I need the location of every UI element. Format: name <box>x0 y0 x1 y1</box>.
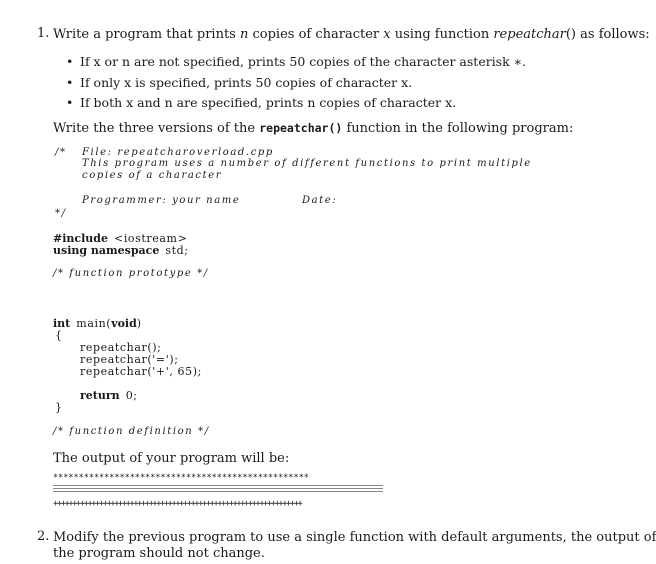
return-keyword: return <box>80 389 120 402</box>
main-name: main( <box>76 317 112 330</box>
prototype-comment: /* function prototype */ <box>53 268 209 279</box>
requirement-item: • If both x and n are specified, prints n copies of character x. <box>66 93 526 114</box>
include-arg: <iostream> <box>114 232 188 245</box>
open-brace: { <box>55 329 63 342</box>
using-line <box>53 244 189 257</box>
q1-text-pre: Write a program that prints <box>53 27 240 42</box>
definition-comment: /* function definition */ <box>53 426 210 437</box>
var-n: n <box>240 27 249 42</box>
var-x: x <box>383 27 391 42</box>
using-keyword: using namespace <box>53 244 160 257</box>
comment-close: */ <box>55 208 67 219</box>
code-desc-line-2: copies of a character <box>82 170 223 181</box>
requirement-item: • If x or n are not specified, prints 50 copies of the character asterisk ∗. <box>66 52 526 73</box>
intro-pre: Write the three versions of the <box>53 121 260 136</box>
output-equals-rule-3 <box>53 491 383 492</box>
return-value: 0; <box>125 389 138 402</box>
include-keyword: #include <box>53 232 108 245</box>
call-line-2: repeatchar('='); <box>80 353 179 366</box>
question-2-line-1: Modify the previous program to use a single function with default arguments, the output of <box>53 530 656 545</box>
question-1-text <box>53 26 650 43</box>
code-intro <box>53 121 573 136</box>
output-equals-rule-1 <box>53 485 383 486</box>
code-file-line: File: repeatcharoverload.cpp <box>82 147 274 158</box>
function-name: repeatchar <box>493 27 566 42</box>
code-date-line: Date: <box>302 195 338 206</box>
output-sample <box>53 474 383 493</box>
q1-text-mid: copies of character <box>248 27 384 42</box>
requirements-list <box>66 52 526 114</box>
int-keyword: int <box>53 317 71 330</box>
q1-text-post: () as follows: <box>565 27 650 42</box>
output-label: The output of your program will be: <box>53 451 290 466</box>
output-stars-line: ************************************************** <box>53 473 309 483</box>
requirement-item: • If only x is specified, prints 50 copies of character x. <box>66 73 526 94</box>
return-line <box>80 389 138 402</box>
code-desc-line-1: This program uses a number of different functions to print multiple <box>82 158 532 169</box>
call-line-3: repeatchar('+', 65); <box>80 365 202 378</box>
call-line-1: repeatchar(); <box>80 341 162 354</box>
main-close: ) <box>136 317 142 330</box>
question-2-line-2: the program should not change. <box>53 546 265 561</box>
code-programmer-line: Programmer: your name <box>82 195 241 206</box>
q1-text-mid2: using function <box>390 27 494 42</box>
question-2-number: 2. <box>37 529 50 544</box>
question-1-number: 1. <box>37 26 50 41</box>
void-keyword: void <box>111 317 137 330</box>
intro-post: function in the following program: <box>342 121 574 136</box>
comment-open: /* <box>55 147 67 158</box>
output-equals-rule-2 <box>53 488 383 489</box>
close-brace: } <box>55 401 63 414</box>
main-signature <box>53 317 142 330</box>
intro-code: repeatchar() <box>259 121 343 135</box>
using-arg: std; <box>165 244 189 257</box>
output-plus-line: +++++++++++++++++++++++++++++++++++++++++++++++++++++++++++++++++ <box>53 499 302 509</box>
